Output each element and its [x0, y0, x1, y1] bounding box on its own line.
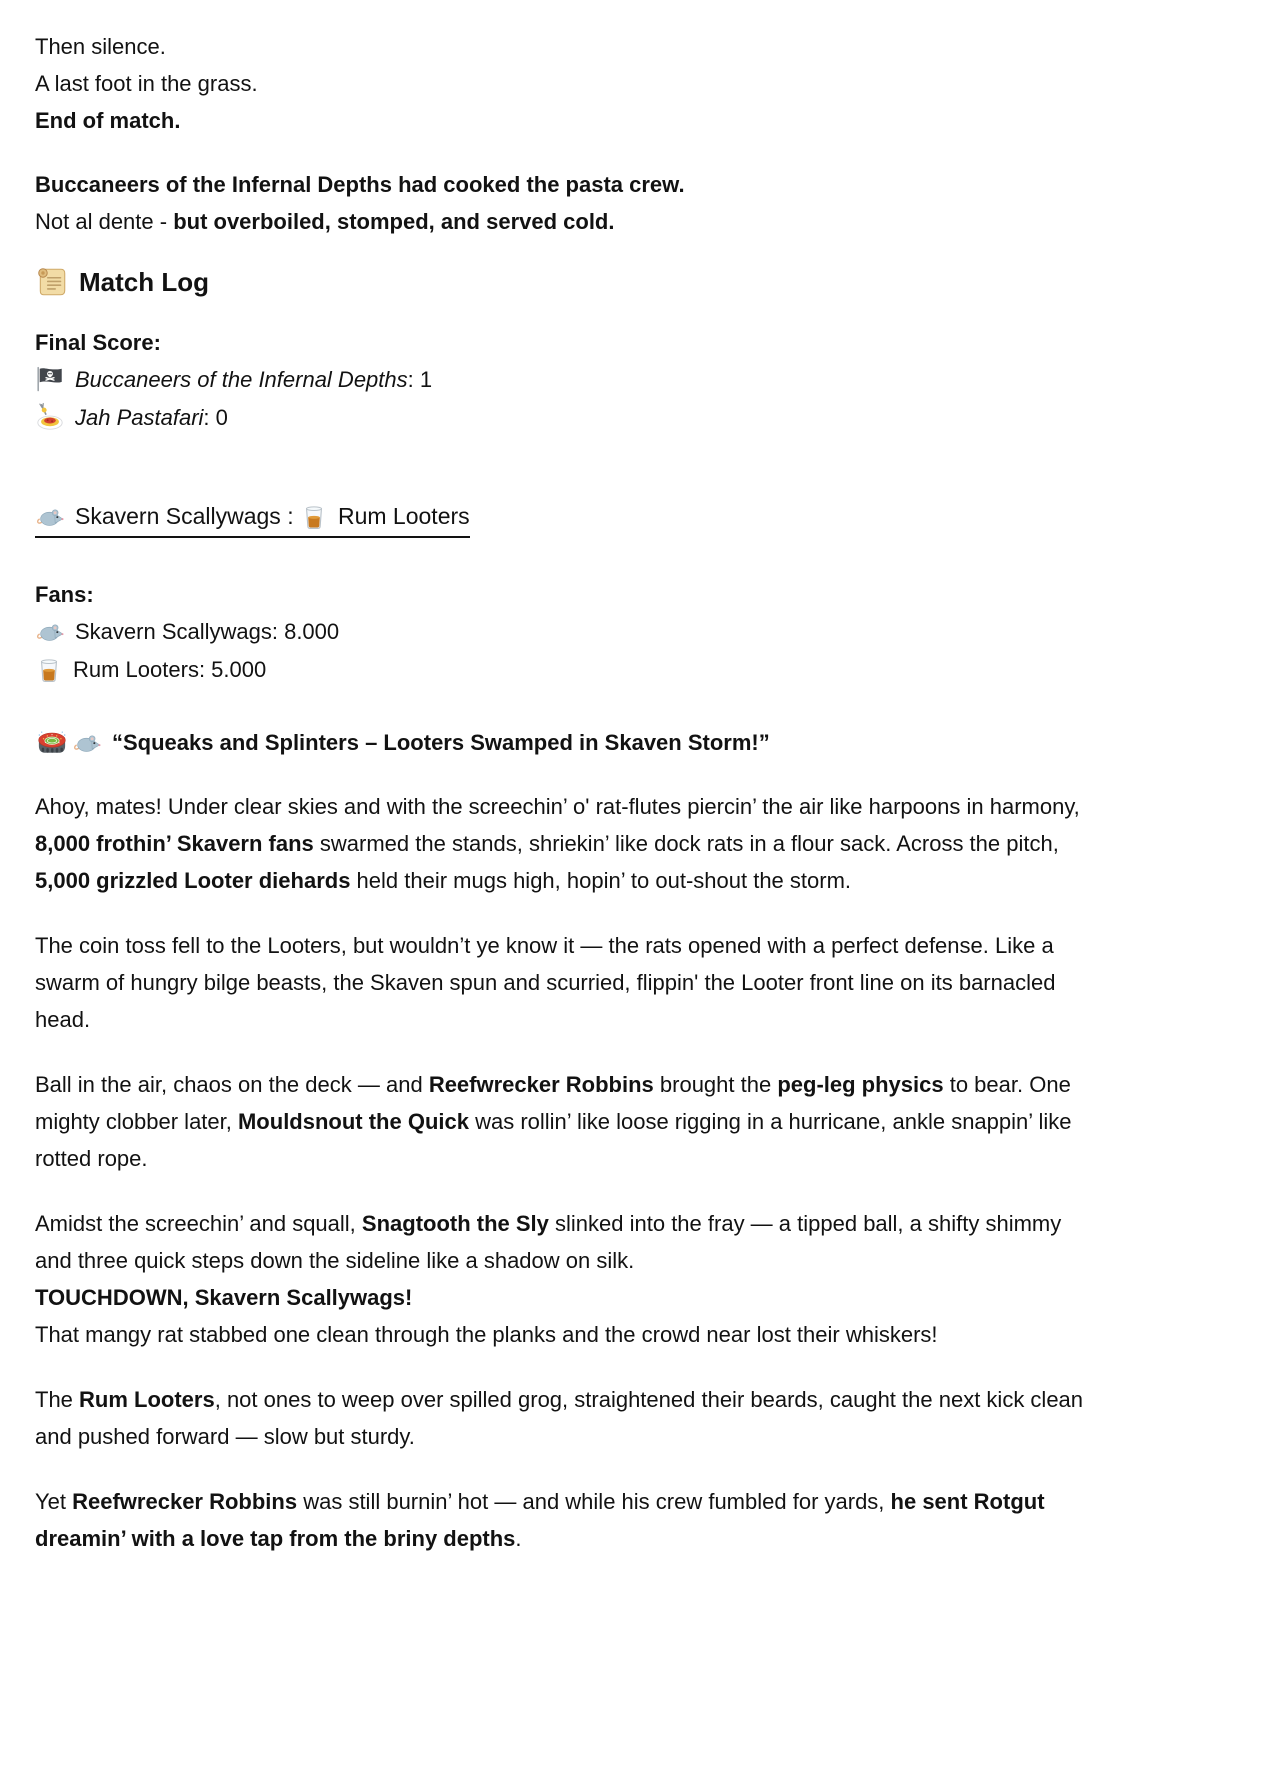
- text-segment: The coin toss fell to the Looters, but wouldn’t ye know it — the rats opened with a perfect defense. Like a swarm of hungry bilge beasts, the Skaven spun and scurried, flippin' the Looter front line on its barnacled head.: [35, 933, 1056, 1032]
- text-segment: swarmed the stands, shriekin’ like dock rats in a flour sack. Across the pitch,: [313, 831, 1059, 856]
- bold-text-segment: Reefwrecker Robbins: [428, 1072, 654, 1097]
- document-content: [35, 28, 1090, 1557]
- headline: [35, 724, 1090, 761]
- text-segment: Ahoy, mates! Under clear skies and with the screechin’ o' rat-flutes piercin’ the air like harpoons in harmony,: [35, 794, 1080, 819]
- text-segment: was rollin’ like loose rigging in a hurricane, ankle snappin’ like rotted rope.: [35, 1109, 1072, 1171]
- text-segment: Yet: [35, 1489, 73, 1514]
- paragraph: [35, 1483, 1090, 1557]
- text-segment: That mangy rat stabbed one clean through the planks and the crowd near lost their whiskers!: [35, 1322, 938, 1347]
- article-body: [35, 788, 1090, 1557]
- team-name: Jah Pastafari: [75, 405, 204, 430]
- fans-block: [35, 576, 1090, 689]
- rat-icon: [35, 616, 65, 646]
- text-segment: slinked into the fray — a tipped ball, a shifty shimmy and three quick steps down the sideline like a shadow on silk.: [35, 1211, 1062, 1273]
- text-segment: was still burnin’ hot — and while his crew fumbled for yards,: [297, 1489, 891, 1514]
- stadium-icon: [35, 727, 69, 757]
- bold-text-segment: 5,000 grizzled Looter diehards: [35, 868, 351, 893]
- bold-text-segment: TOUCHDOWN, Skavern Scallywags!: [35, 1285, 413, 1310]
- summary-line-2: [35, 203, 1090, 240]
- bold-text-segment: peg-leg physics: [777, 1072, 944, 1097]
- team-score: : 0: [203, 405, 228, 430]
- paragraph: [35, 927, 1090, 1038]
- paragraph: [35, 1066, 1090, 1177]
- fan-row: [35, 651, 1090, 689]
- rum-glass-icon: [35, 656, 63, 684]
- fan-count-text: Rum Looters: 5.000: [73, 657, 267, 682]
- spaghetti-icon: [35, 402, 65, 432]
- text-segment: .: [515, 1526, 522, 1551]
- bold-text-segment: Mouldsnout the Quick: [237, 1109, 469, 1134]
- text-segment: Amidst the screechin’ and squall,: [35, 1211, 362, 1236]
- scroll-icon: [35, 265, 69, 299]
- text-segment: to bear. One mighty clobber later,: [35, 1072, 1071, 1134]
- intro-block: [35, 28, 1090, 139]
- match-log-heading: [35, 264, 1090, 301]
- bold-text-segment: but overboiled, stomped, and served cold.: [173, 209, 615, 234]
- intro-line-2: A last foot in the grass.: [35, 71, 258, 96]
- team-name: Buccaneers of the Infernal Depths: [75, 367, 408, 392]
- text-segment: Not al dente -: [35, 209, 174, 234]
- rat-icon: [35, 501, 65, 531]
- pirate-flag-icon: [35, 364, 65, 394]
- team-score: : 1: [407, 367, 433, 392]
- summary-block: [35, 166, 1090, 240]
- score-row: [35, 361, 1090, 399]
- fan-count-text: Skavern Scallywags: 8.000: [75, 619, 340, 644]
- text-segment: The: [35, 1387, 80, 1412]
- rat-icon: [72, 727, 102, 757]
- final-score-block: [35, 324, 1090, 437]
- text-segment: brought the: [653, 1072, 778, 1097]
- paragraph: [35, 1381, 1090, 1455]
- text-segment: held their mugs high, hopin’ to out-shout the storm.: [350, 868, 852, 893]
- matchup-separator: :: [280, 503, 300, 529]
- intro-line-3: End of match.: [35, 108, 181, 133]
- paragraph: [35, 788, 1090, 899]
- bold-text-segment: 8,000 frothin’ Skavern fans: [35, 831, 314, 856]
- matchup-home-name: Skavern Scallywags: [75, 503, 281, 529]
- text-segment: Ball in the air, chaos on the deck — and: [35, 1072, 429, 1097]
- rum-glass-icon: [300, 503, 328, 531]
- fan-row: [35, 613, 1090, 651]
- bold-text-segment: Rum Looters: [79, 1387, 215, 1412]
- matchup-heading: [35, 498, 1090, 538]
- summary-line-1: Buccaneers of the Infernal Depths had cooked the pasta crew.: [35, 172, 685, 197]
- headline-text: “Squeaks and Splinters – Looters Swamped in Skaven Storm!”: [112, 730, 770, 755]
- paragraph: [35, 1205, 1090, 1353]
- intro-line-1: Then silence.: [35, 34, 166, 59]
- final-score-heading: Final Score:: [35, 330, 161, 355]
- matchup-away-name: Rum Looters: [337, 503, 470, 529]
- text-segment: , not ones to weep over spilled grog, straightened their beards, caught the next kick clean and pushed forward — slow but sturdy.: [35, 1387, 1084, 1449]
- bold-text-segment: he sent Rotgut dreamin’ with a love tap from the briny depths: [35, 1489, 1045, 1551]
- fans-heading: Fans:: [35, 582, 94, 607]
- match-log-title: Match Log: [79, 267, 209, 297]
- score-row: [35, 399, 1090, 437]
- matchup-underlined-text: [35, 498, 470, 538]
- bold-text-segment: Snagtooth the Sly: [361, 1211, 549, 1236]
- bold-text-segment: Reefwrecker Robbins: [72, 1489, 298, 1514]
